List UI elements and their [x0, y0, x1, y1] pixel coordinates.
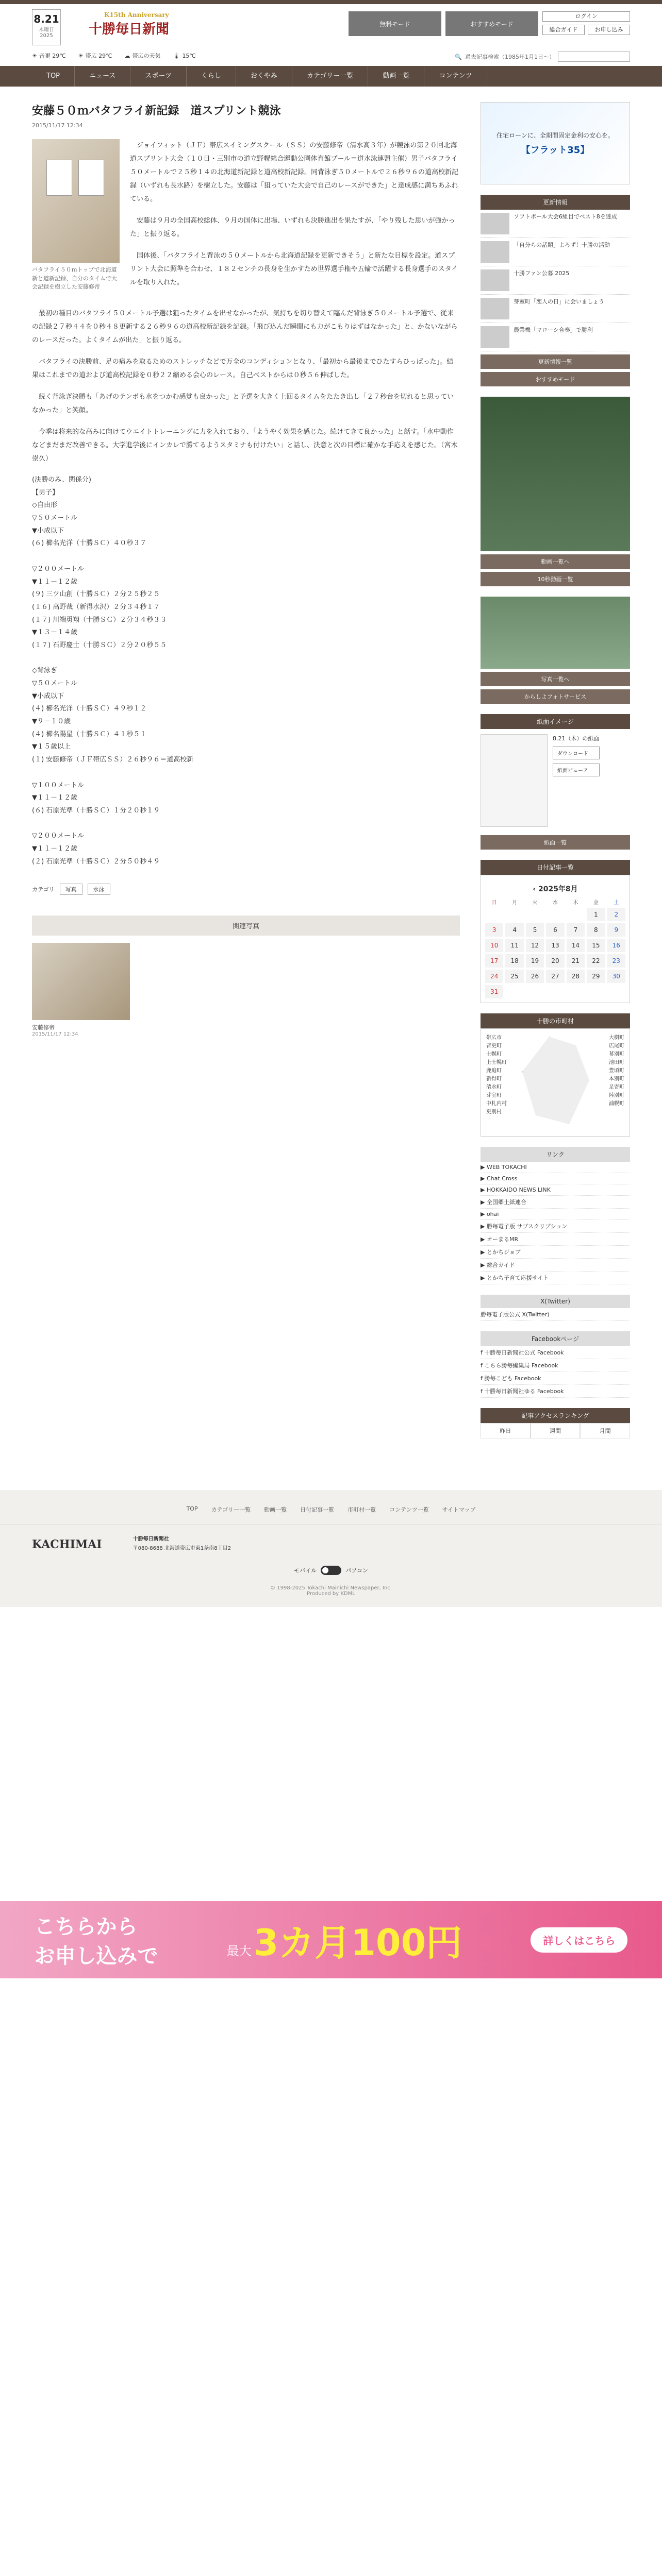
calendar-day[interactable]: 24 — [485, 970, 503, 983]
search-label: 過去記事検索（1985年1月1日〜） — [465, 54, 555, 60]
calendar-day[interactable]: 29 — [587, 970, 605, 983]
news-thumb — [481, 213, 509, 234]
results-list: (決勝のみ、関係分) 【男子】 ◇自由形 ▽５０メートル ▼小成以下 (６) 櫛名光洋（十勝ＳＣ）４０秒３７ ▽２００メートル ▼１１－１２歳 (９) 三ツ山創（十勝ＳＣ）２分２５秒２５ (１６) 高野哉（新得水沢）２分３４秒１７ (１７) 川端勇翔（十勝ＳＣ）２分３４秒３３ ▼１３－１４歳 (１７) 石野慶士（十勝ＳＣ）２分２０秒５５ ◇背泳ぎ ▽５０メートル ▼小成以下 (４) 櫛名光洋（十勝ＳＣ）４９秒１２ ▼９－１０歳 (４) 櫛名陽星（十勝ＳＣ）４１秒５１ ▼１５歳以上 (１) 安藤修帝（ＪＦ帯広ＳＳ）２６秒９６＝道高校新 ▽１００メートル ▼１１－１２歳 (６) 石原光準（十勝ＳＣ）１分２０秒１９ ▽２００メートル ▼１１－１２歳 (２) 石原光準（十勝ＳＣ）２分５０秒４９ — [32, 476, 194, 866]
thermometer-icon: 🌡 — [173, 52, 180, 59]
town-link[interactable]: 音更町 — [486, 1043, 502, 1049]
sun-icon: ☀ — [78, 52, 84, 59]
calendar-weekday: 木 — [573, 900, 578, 906]
footer-nav-item[interactable]: サイトマップ — [442, 1506, 476, 1513]
photo-caption: バタフライ５０ｍトップで北海道新と道新記録、自分のタイムで大会記録を樹立した安藤修帝 — [32, 266, 117, 290]
calendar-day[interactable]: 7 — [567, 923, 585, 937]
main-nav — [0, 66, 662, 87]
article-paragraph: 続く背泳ぎ決勝も「あげのテンポも水をつかむ感覚も良かった」と予選を大きく上回るタイムをたたき出し「２７秒台を切れると思っていなかった」と笑顔。 — [32, 393, 454, 414]
calendar-day[interactable]: 26 — [526, 970, 544, 983]
photo-service-button[interactable]: からしよフォトサービス — [481, 689, 630, 704]
category-label: カテゴリ — [32, 886, 55, 893]
sidebar-link[interactable]: ▶ とかち子育て応援サイト — [481, 1272, 630, 1284]
town-link[interactable]: 幕別町 — [609, 1052, 624, 1057]
footer — [0, 1490, 662, 1607]
map-box — [481, 1013, 630, 1137]
view-toggle[interactable] — [0, 1566, 662, 1575]
article-paragraph: 最初の種目のバタフライ５０メートル予選は狙ったタイムを出せなかったが、気持ちを切り替えて臨んだ背泳ぎ５０メートル予選で、従来の記録２７秒４４を０秒４８更新する２６秒９６の道高校新記録を記録。「飛び込んだ瞬間にも力がこもりはずはなかった」と、かないながらのレースだった。よくタイムが出た」と振り返る。 — [32, 310, 458, 344]
sidebar-link[interactable]: ▶ WEB TOKACHI — [481, 1162, 630, 1173]
calendar-day[interactable]: 5 — [526, 923, 544, 937]
news-header: 更新情報 — [481, 195, 630, 210]
calendar-month: 2025年8月 — [538, 885, 578, 893]
facebook-link[interactable]: f 十勝毎日新聞社ゆる Facebook — [481, 1385, 630, 1398]
calendar-day[interactable]: 20 — [546, 954, 564, 968]
sidebar-link[interactable]: ▶ とかちジョブ — [481, 1246, 630, 1259]
sidebar-link[interactable]: ▶ HOKKAIDO NEWS LINK — [481, 1184, 630, 1196]
map-list-right — [609, 1034, 624, 1131]
sidebar-link[interactable]: ▶ Chat Cross — [481, 1173, 630, 1184]
photo-grid[interactable] — [481, 597, 630, 669]
calendar-day[interactable]: 10 — [485, 939, 503, 952]
links-box — [481, 1147, 630, 1284]
calendar-blank — [546, 908, 564, 921]
calendar-day[interactable]: 17 — [485, 954, 503, 968]
calendar-day[interactable]: 30 — [607, 970, 625, 983]
promo-banner[interactable]: こちらから お申し込みで 最大 3カ月100円 詳しくはこちら — [0, 1901, 662, 1978]
sidebar-link[interactable]: ▶ 総合ガイド — [481, 1259, 630, 1272]
search-input[interactable] — [558, 52, 630, 62]
facebook-link[interactable]: f こちら勝毎編集局 Facebook — [481, 1359, 630, 1372]
calendar-header: 日付記事一覧 — [481, 860, 630, 875]
calendar-day[interactable]: 16 — [607, 939, 625, 952]
calendar-day[interactable]: 11 — [505, 939, 523, 952]
weather-item: ☀ 音更 29℃ — [32, 52, 66, 59]
calendar-day[interactable]: 8 — [587, 923, 605, 937]
calendar-day[interactable]: 18 — [505, 954, 523, 968]
calendar-day[interactable]: 1 — [587, 908, 605, 921]
ad-flat35[interactable] — [481, 102, 630, 184]
certificate-image — [46, 160, 72, 196]
news-item[interactable]: 芽室町「恋人の日」に会いましょう — [481, 295, 630, 323]
logo-badge: K15th Anniversary — [104, 11, 169, 19]
guide-button[interactable]: 総合ガイド — [542, 25, 585, 35]
article-paragraph: バタフライの決勝前、足の痛みを取るためのストレッチなどで万全のコンディションとなり、「最初から最後までひたすらひっぱった」。結果はこれまでの道および道高校記録を０秒２２縮める会心のレース。自己ベストからは０秒５６伸ばした。 — [32, 358, 454, 379]
paper-header: 紙面イメージ — [481, 714, 630, 729]
calendar-box — [481, 860, 630, 1003]
news-thumb — [481, 241, 509, 263]
facebook-box — [481, 1331, 630, 1398]
promo-price: 3カ月100円 — [253, 1921, 462, 1964]
video-more-button[interactable]: 動画一覧へ — [481, 554, 630, 569]
x-header: X(Twitter) — [481, 1295, 630, 1308]
search-icon: 🔍 — [455, 53, 462, 60]
facebook-list — [481, 1346, 630, 1398]
article-paragraph: 安藤は９月の全国高校総体、９月の国体に出場、いずれも決勝進出を果たすが、「やり残した思いが強かった」と振り返る。 — [130, 217, 455, 238]
paper-thumbnail[interactable] — [481, 734, 548, 827]
paper-date: 8.21（木）の紙面 — [553, 735, 600, 742]
calendar-day[interactable]: 25 — [505, 970, 523, 983]
top-bar — [0, 0, 662, 4]
article-paragraph: 今季は将来的な高みに向けてウエイトトレーニングに力を入れており、「ようやく効果を感じた。続けてきて良かった」と話す。「水中動作などまだまだ改善できる。大学進学後にインカレで勝てるようスタミナも付けたい」と話し、決意と次の目標に確かな手応えを感じた。（宮木崇久） — [32, 428, 458, 463]
article — [32, 102, 460, 1449]
calendar-day[interactable]: 23 — [607, 954, 625, 968]
news-thumb — [481, 298, 509, 319]
calendar-day[interactable]: 28 — [567, 970, 585, 983]
nav-item-videos[interactable]: 動画一覧 — [368, 66, 424, 87]
footer-nav-item[interactable]: TOP — [186, 1505, 198, 1512]
town-link[interactable]: 陸別町 — [609, 1093, 624, 1098]
paper-more-button[interactable]: 紙面一覧 — [481, 835, 630, 850]
related-caption: 安藤修帝 — [32, 1024, 55, 1031]
links-list — [481, 1162, 630, 1284]
calendar-weekday: 日 — [491, 900, 497, 906]
copyright: © 1998-2025 Tokachi Mainichi Newspaper, Inc. Produced by KDML — [270, 1585, 392, 1597]
article-timestamp: 2015/11/17 12:34 — [32, 122, 83, 129]
date-year: 2025 — [40, 33, 53, 39]
town-link[interactable]: 本別町 — [609, 1076, 624, 1082]
search-bar — [455, 52, 630, 62]
town-link[interactable]: 芽室町 — [486, 1093, 502, 1098]
date-day: 8.21 — [34, 13, 59, 25]
top-buttons — [349, 11, 630, 36]
news-thumb — [481, 326, 509, 348]
sidebar-link[interactable]: ▶ オーまるMR — [481, 1233, 630, 1246]
promo-cta-button[interactable]: 詳しくはこちら — [531, 1927, 627, 1953]
footer-nav-item[interactable]: コンテンツ一覧 — [389, 1506, 429, 1513]
calendar-day[interactable]: 3 — [485, 923, 503, 937]
article-paragraph: ジョイフィット（ＪＦ）帯広スイミングスクール（ＳＳ）の安藤修帝（清水高３年）が競泳の第２０回北海道スプリント大会（１０日・三別市の道立野幌総合運動公園体育館プール＝道水泳連盟主催）男子バタフライ５０メートルで２５秒１４の北海道新記録と道高校新記録。同背泳ぎ５０メートルで２６秒９６の道高校新記録（いずれも長水路）を樹立した。安藤は「狙っていた大会で自己のレースができた」と達成感に満ちあふれている。 — [130, 142, 459, 203]
map-header: 十勝の市町村 — [481, 1013, 630, 1028]
pay-mode-button[interactable]: おすすめモード — [445, 11, 538, 36]
ad-product: 【フラット35】 — [521, 144, 590, 156]
video-grid[interactable] — [481, 397, 630, 551]
certificate-image — [78, 160, 104, 196]
calendar-day[interactable]: 15 — [587, 939, 605, 952]
town-link[interactable]: 中札内村 — [486, 1101, 507, 1107]
main-area — [32, 102, 630, 1449]
town-link[interactable]: 池田町 — [609, 1060, 624, 1065]
town-link[interactable]: 帯広市 — [486, 1035, 502, 1041]
weather-item: 🌡 15℃ — [173, 52, 196, 59]
related-date: 2015/11/17 12:34 — [32, 1031, 78, 1038]
paper-viewer-button[interactable]: 紙面ビューア — [553, 764, 600, 776]
chevron-left-icon[interactable]: ‹ — [533, 885, 536, 893]
tokachi-map[interactable] — [522, 1037, 589, 1124]
toggle-pc: パソコン — [345, 1567, 368, 1574]
ranking-box — [481, 1408, 630, 1438]
calendar-day[interactable]: 21 — [567, 954, 585, 968]
signup-button[interactable]: お申し込み — [588, 25, 630, 35]
site-logo[interactable] — [89, 11, 169, 38]
calendar-day[interactable]: 19 — [526, 954, 544, 968]
town-link[interactable]: 更別村 — [486, 1109, 502, 1115]
news-item[interactable]: 十勝ファン公募 2025 — [481, 266, 630, 295]
article-title: 安藤５０ｍバタフライ新記録 道スプリント競泳 — [32, 105, 281, 117]
calendar-blank — [505, 908, 523, 921]
map-list-left — [486, 1034, 507, 1131]
rank-tab-weekly[interactable]: 週間 — [531, 1423, 581, 1438]
weather-strip — [32, 52, 196, 60]
category-row — [32, 884, 460, 895]
sun-icon: ☀ — [32, 52, 37, 59]
news-item[interactable]: ソフトボール大会6組目でベスト8を達成 — [481, 210, 630, 238]
news-thumb — [481, 269, 509, 291]
calendar-day[interactable]: 22 — [587, 954, 605, 968]
related-photos-header: 関連写真 — [32, 916, 460, 936]
news-item[interactable]: 「自分らの話題」よろず！十勝の活動 — [481, 238, 630, 266]
town-link[interactable]: 足寄町 — [609, 1084, 624, 1090]
calendar-day[interactable]: 12 — [526, 939, 544, 952]
toggle-mobile: モバイル — [294, 1567, 317, 1574]
town-link[interactable]: 大樹町 — [609, 1035, 624, 1041]
facebook-header: Facebookページ — [481, 1331, 630, 1346]
footer-nav-item[interactable]: 動画一覧 — [264, 1506, 287, 1513]
calendar-day[interactable]: 27 — [546, 970, 564, 983]
date-weekday: 木曜日 — [39, 27, 54, 33]
photo-more-button[interactable]: 写真一覧へ — [481, 672, 630, 686]
nav-item-life[interactable]: くらし — [187, 66, 236, 87]
links-header: リンク — [481, 1147, 630, 1162]
town-link[interactable]: 清水町 — [486, 1084, 502, 1090]
article-photo[interactable] — [32, 139, 120, 263]
town-link[interactable]: 鹿追町 — [486, 1068, 502, 1074]
town-link[interactable]: 広尾町 — [609, 1043, 624, 1049]
rank-tab-monthly[interactable]: 月間 — [580, 1423, 630, 1438]
sidebar — [481, 102, 630, 1449]
nav-item-sports[interactable]: スポーツ — [130, 66, 186, 87]
sidebar-link[interactable]: ▶ 勝毎電子版 サブスクリプション — [481, 1220, 630, 1233]
login-button[interactable]: ログイン — [542, 11, 630, 22]
paper-box — [481, 714, 630, 850]
x-box — [481, 1295, 630, 1321]
footer-logo: KACHIMAI — [32, 1538, 102, 1551]
nav-item-contents[interactable]: コンテンツ — [424, 66, 487, 87]
calendar-day[interactable]: 4 — [505, 923, 523, 937]
toggle-switch[interactable] — [321, 1566, 341, 1575]
town-link[interactable]: 士幌町 — [486, 1052, 502, 1057]
news-box — [481, 195, 630, 386]
free-mode-button[interactable]: 無料モード — [349, 11, 441, 36]
footer-nav — [0, 1505, 662, 1524]
calendar-weekday: 月 — [512, 900, 518, 906]
recommend-button[interactable]: おすすめモード — [481, 372, 630, 386]
article-paragraph: 国体後、「バタフライと背泳の５０メートルから北海道記録を更新できそう」と新たな目標を設定。道スプリント大会に照準を合わせ、１８２センチの長身を生かすため世界選手権や五輪で活躍する長身選手のスタイルを取り入れた。 — [130, 252, 458, 286]
calendar-blank — [526, 908, 544, 921]
weather-link[interactable]: ☁ 帯広の天気 — [124, 52, 161, 59]
calendar-blank — [567, 908, 585, 921]
footer-nav-item[interactable]: カテゴリー一覧 — [211, 1506, 251, 1513]
news-more-button[interactable]: 更新情報一覧 — [481, 354, 630, 369]
footer-nav-item[interactable]: 市町村一覧 — [347, 1506, 376, 1513]
facebook-link[interactable]: f 勝毎こども Facebook — [481, 1372, 630, 1385]
town-link[interactable]: 豊頃町 — [609, 1068, 624, 1074]
video-short-button[interactable]: 10秒動画一覧 — [481, 572, 630, 586]
calendar-day[interactable]: 31 — [485, 985, 503, 998]
calendar-day[interactable]: 13 — [546, 939, 564, 952]
footer-nav-item[interactable]: 日付記事一覧 — [300, 1506, 335, 1513]
login-box — [542, 11, 630, 36]
news-item[interactable]: 農業機「マローシ合奏」で勝利 — [481, 323, 630, 351]
nav-item-top[interactable]: TOP — [32, 66, 75, 87]
sidebar-link[interactable]: ▶ ohai — [481, 1209, 630, 1220]
calendar-weekday: 火 — [532, 900, 538, 906]
weather-item: ☀ 帯広 29℃ — [78, 52, 112, 59]
paper-download-button[interactable]: ダウンロード — [553, 747, 600, 759]
ranking-header: 記事アクセスランキング — [481, 1408, 630, 1423]
photo-box — [481, 597, 630, 704]
date-box — [32, 9, 61, 45]
rank-tab-daily[interactable]: 昨日 — [481, 1423, 531, 1438]
calendar-day[interactable]: 9 — [607, 923, 625, 937]
sidebar-link[interactable]: ▶ 全国郷土紙連合 — [481, 1196, 630, 1209]
nav-item-news[interactable]: ニュース — [75, 66, 130, 87]
nav-item-categories[interactable]: カテゴリー一覧 — [292, 66, 368, 87]
town-link[interactable]: 上士幌町 — [486, 1060, 507, 1065]
footer-address: 〒080-8688 北海道帯広市東1条南8丁目2 — [133, 1546, 231, 1551]
logo-text: 十勝毎日新聞 — [89, 22, 170, 37]
ad-title: 住宅ローンに、全期間固定金利の安心を。 — [496, 131, 614, 139]
calendar-grid — [485, 898, 625, 998]
cloud-icon: ☁ — [124, 52, 130, 59]
related-photo[interactable] — [32, 943, 130, 1020]
calendar-day[interactable]: 14 — [567, 939, 585, 952]
category-tag[interactable]: 写真 — [60, 884, 82, 895]
calendar-day[interactable]: 6 — [546, 923, 564, 937]
footer-company: 十勝毎日新聞社 — [133, 1536, 169, 1542]
town-link[interactable]: 浦幌町 — [609, 1101, 624, 1107]
calendar-day[interactable]: 2 — [607, 908, 625, 921]
town-link[interactable]: 新得町 — [486, 1076, 502, 1082]
x-link[interactable]: 勝毎電子版公式 X(Twitter) — [481, 1308, 630, 1321]
calendar-weekday: 土 — [614, 900, 619, 906]
category-tag[interactable]: 水泳 — [88, 884, 110, 895]
calendar-blank — [485, 908, 503, 921]
video-box — [481, 397, 630, 586]
calendar-weekday: 水 — [552, 900, 558, 906]
facebook-link[interactable]: f 十勝毎日新聞社公式 Facebook — [481, 1346, 630, 1359]
calendar-weekday: 金 — [593, 900, 599, 906]
nav-item-obituary[interactable]: おくやみ — [236, 66, 292, 87]
site-header — [32, 4, 630, 66]
